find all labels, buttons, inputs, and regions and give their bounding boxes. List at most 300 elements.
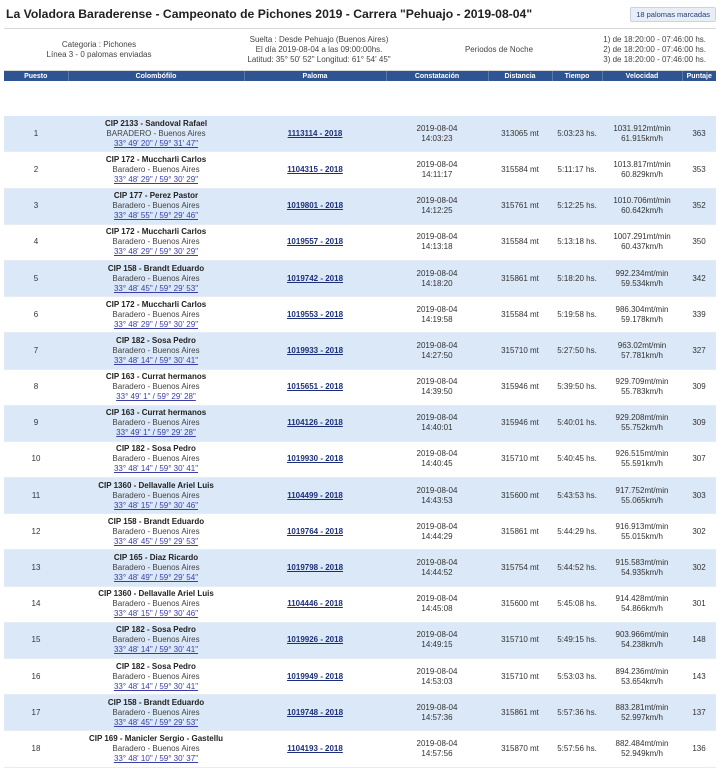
velocidad-cell <box>602 731 682 767</box>
tiempo-cell: 5:03:23 hs. <box>552 116 602 152</box>
speed-km-h: 52.997km/h <box>621 712 663 722</box>
puntaje-cell: 342 <box>682 260 716 296</box>
pigeon-ring-link[interactable]: 1019553 - 2018 <box>286 309 344 319</box>
paloma-cell <box>244 586 386 622</box>
fancier-name: CIP 172 - Muccharli Carlos <box>105 154 207 164</box>
category-info <box>4 29 194 70</box>
puesto-cell: 1 <box>4 116 68 152</box>
arrival-date: 2019-08-04 <box>416 377 458 387</box>
paloma-cell <box>244 369 386 405</box>
pigeon-ring-link[interactable]: 1019801 - 2018 <box>286 201 344 211</box>
tiempo-cell: 5:44:29 hs. <box>552 514 602 550</box>
paloma-cell <box>244 260 386 296</box>
arrival-time: 14:44:29 <box>421 531 453 541</box>
fancier-city: Baradero - Buenos Aires <box>112 563 200 573</box>
arrival-time: 14:45:08 <box>421 604 453 614</box>
fancier-city: Baradero - Buenos Aires <box>112 237 200 247</box>
fancier-name: CIP 182 - Sosa Pedro <box>116 661 196 671</box>
fancier-coordinates-link[interactable]: 33° 48' 15" / 59° 30' 46" <box>113 500 199 510</box>
fancier-city: Baradero - Buenos Aires <box>112 309 200 319</box>
puesto-cell: 2 <box>4 152 68 188</box>
speed-mt-min: 929.709mt/min <box>615 377 669 387</box>
pigeon-ring-link[interactable]: 1019764 - 2018 <box>286 526 344 536</box>
speed-km-h: 55.783km/h <box>621 387 663 397</box>
arrival-date: 2019-08-04 <box>416 702 458 712</box>
distancia-cell: 315946 mt <box>488 405 552 441</box>
fancier-name: CIP 158 - Brandt Eduardo <box>107 263 205 273</box>
arrival-time: 14:27:50 <box>421 350 453 360</box>
puesto-cell: 3 <box>4 188 68 224</box>
fancier-city: Baradero - Buenos Aires <box>112 671 200 681</box>
tiempo-cell: 5:49:15 hs. <box>552 622 602 658</box>
speed-km-h: 53.654km/h <box>621 676 663 686</box>
constatacion-cell <box>386 369 488 405</box>
puntaje-cell: 339 <box>682 297 716 333</box>
fancier-coordinates-link[interactable]: 33° 48' 10" / 59° 30' 37" <box>113 753 199 763</box>
fancier-coordinates-link[interactable]: 33° 49' 20" / 59° 31' 47" <box>113 138 199 148</box>
puesto-cell: 16 <box>4 659 68 695</box>
arrival-date: 2019-08-04 <box>416 630 458 640</box>
arrival-time: 14:40:45 <box>421 459 453 469</box>
fancier-coordinates-link[interactable]: 33° 48' 29" / 59° 30' 29" <box>113 247 199 257</box>
speed-km-h: 59.534km/h <box>621 278 663 288</box>
constatacion-cell <box>386 586 488 622</box>
night-periods-label-box <box>444 29 554 70</box>
colombofilo-cell <box>68 260 244 296</box>
tiempo-cell: 5:39:50 hs. <box>552 369 602 405</box>
puesto-cell: 12 <box>4 514 68 550</box>
velocidad-cell <box>602 152 682 188</box>
fancier-name: CIP 163 - Currat hermanos <box>105 372 207 382</box>
paloma-cell <box>244 224 386 260</box>
arrival-time: 14:49:15 <box>421 640 453 650</box>
pigeon-ring-link[interactable]: 1104315 - 2018 <box>287 164 343 174</box>
table-row <box>4 333 716 369</box>
table-row <box>4 695 716 731</box>
colombofilo-cell <box>68 441 244 477</box>
paloma-cell <box>244 405 386 441</box>
velocidad-cell <box>602 369 682 405</box>
puntaje-cell: 327 <box>682 333 716 369</box>
tiempo-cell: 5:27:50 hs. <box>552 333 602 369</box>
fancier-coordinates-link[interactable]: 33° 48' 15" / 59° 30' 46" <box>113 609 199 619</box>
table-row <box>4 586 716 622</box>
distancia-cell: 315584 mt <box>488 297 552 333</box>
puntaje-cell: 303 <box>682 478 716 514</box>
speed-km-h: 54.866km/h <box>621 604 663 614</box>
paloma-cell <box>244 441 386 477</box>
speed-mt-min: 992.234mt/min <box>615 268 669 278</box>
pigeon-ring-link[interactable]: 1019748 - 2018 <box>286 707 344 717</box>
arrival-time: 14:19:58 <box>421 314 453 324</box>
puesto-cell: 10 <box>4 441 68 477</box>
velocidad-cell <box>602 116 682 152</box>
arrival-date: 2019-08-04 <box>416 159 458 169</box>
tiempo-cell: 5:12:25 hs. <box>552 188 602 224</box>
marked-count-badge[interactable]: 18 palomas marcadas <box>630 7 716 22</box>
colombofilo-cell <box>68 695 244 731</box>
header-paloma[interactable]: Paloma <box>244 71 386 81</box>
fancier-city: Baradero - Buenos Aires <box>112 164 200 174</box>
table-row <box>4 297 716 333</box>
constatacion-cell <box>386 297 488 333</box>
tiempo-cell: 5:43:53 hs. <box>552 478 602 514</box>
velocidad-cell <box>602 260 682 296</box>
puesto-cell: 5 <box>4 260 68 296</box>
fancier-coordinates-link[interactable]: 33° 48' 29" / 59° 30' 29" <box>113 174 199 184</box>
table-row <box>4 731 716 767</box>
header-velocidad[interactable]: Velocidad <box>602 71 682 81</box>
pigeon-ring-link[interactable]: 1104193 - 2018 <box>287 743 343 753</box>
results-table <box>4 71 716 768</box>
speed-mt-min: 903.966mt/min <box>615 630 669 640</box>
fancier-coordinates-link[interactable]: 33° 48' 45" / 59° 29' 53" <box>113 536 199 546</box>
constatacion-cell <box>386 224 488 260</box>
constatacion-cell <box>386 622 488 658</box>
distancia-cell: 315584 mt <box>488 152 552 188</box>
colombofilo-cell <box>68 622 244 658</box>
fancier-coordinates-link[interactable]: 33° 49' 1" / 59° 29' 28" <box>116 428 196 438</box>
fancier-name: CIP 158 - Brandt Eduardo <box>107 516 205 526</box>
table-row <box>4 188 716 224</box>
speed-km-h: 54.238km/h <box>621 640 663 650</box>
puesto-cell: 15 <box>4 622 68 658</box>
velocidad-cell <box>602 695 682 731</box>
arrival-date: 2019-08-04 <box>416 449 458 459</box>
fancier-city: Baradero - Buenos Aires <box>112 599 200 609</box>
arrival-time: 14:03:23 <box>421 133 453 143</box>
fancier-coordinates-link[interactable]: 33° 48' 45" / 59° 29' 53" <box>113 283 199 293</box>
constatacion-cell <box>386 260 488 296</box>
fancier-city: Baradero - Buenos Aires <box>112 743 200 753</box>
velocidad-cell <box>602 224 682 260</box>
pigeon-ring-link[interactable]: 1019930 - 2018 <box>286 454 344 464</box>
puntaje-cell: 302 <box>682 550 716 586</box>
colombofilo-cell <box>68 659 244 695</box>
colombofilo-cell <box>68 369 244 405</box>
pigeon-ring-link[interactable]: 1019926 - 2018 <box>286 635 344 645</box>
puntaje-cell: 143 <box>682 659 716 695</box>
fancier-name: CIP 182 - Sosa Pedro <box>116 335 196 345</box>
paloma-cell <box>244 695 386 731</box>
fancier-name: CIP 158 - Brandt Eduardo <box>107 697 205 707</box>
arrival-date: 2019-08-04 <box>416 738 458 748</box>
arrival-time: 14:57:56 <box>421 748 453 758</box>
fancier-city: Baradero - Buenos Aires <box>112 635 200 645</box>
fancier-city: Baradero - Buenos Aires <box>112 273 200 283</box>
distancia-cell: 315710 mt <box>488 441 552 477</box>
speed-mt-min: 916.913mt/min <box>615 521 669 531</box>
tiempo-cell: 5:44:52 hs. <box>552 550 602 586</box>
speed-km-h: 55.752km/h <box>621 423 663 433</box>
table-row <box>4 224 716 260</box>
arrival-date: 2019-08-04 <box>416 558 458 568</box>
table-row <box>4 116 716 152</box>
puesto-cell: 14 <box>4 586 68 622</box>
fancier-name: CIP 177 - Perez Pastor <box>113 191 199 201</box>
release-datetime: El día 2019-08-04 a las 09:00:00hs. <box>255 44 383 54</box>
speed-mt-min: 914.428mt/min <box>615 594 669 604</box>
speed-mt-min: 1010.706mt/min <box>613 196 671 206</box>
arrival-time: 14:44:52 <box>421 568 453 578</box>
puntaje-cell: 309 <box>682 405 716 441</box>
constatacion-cell <box>386 188 488 224</box>
table-row <box>4 441 716 477</box>
arrival-date: 2019-08-04 <box>416 340 458 350</box>
pigeon-ring-link[interactable]: 1113114 - 2018 <box>287 128 343 138</box>
paloma-cell <box>244 116 386 152</box>
colombofilo-cell <box>68 478 244 514</box>
constatacion-cell <box>386 695 488 731</box>
paloma-cell <box>244 659 386 695</box>
constatacion-cell <box>386 659 488 695</box>
line-label: Línea 3 - 0 palomas enviadas <box>46 49 152 59</box>
fancier-city: Baradero - Buenos Aires <box>112 454 200 464</box>
pigeon-ring-link[interactable]: 1104446 - 2018 <box>287 599 343 609</box>
constatacion-cell <box>386 333 488 369</box>
tiempo-cell: 5:57:36 hs. <box>552 695 602 731</box>
speed-mt-min: 986.304mt/min <box>615 304 669 314</box>
speed-km-h: 60.829km/h <box>621 169 663 179</box>
tiempo-cell: 5:57:56 hs. <box>552 731 602 767</box>
fancier-coordinates-link[interactable]: 33° 48' 45" / 59° 29' 53" <box>113 717 199 727</box>
header-constatacion[interactable]: Constatación <box>386 71 488 81</box>
tiempo-cell: 5:13:18 hs. <box>552 224 602 260</box>
paloma-cell <box>244 333 386 369</box>
speed-mt-min: 926.515mt/min <box>615 449 669 459</box>
distancia-cell: 315946 mt <box>488 369 552 405</box>
fancier-city: Baradero - Buenos Aires <box>112 201 200 211</box>
distancia-cell: 315600 mt <box>488 586 552 622</box>
puntaje-cell: 137 <box>682 695 716 731</box>
velocidad-cell <box>602 333 682 369</box>
arrival-time: 14:53:03 <box>421 676 453 686</box>
velocidad-cell <box>602 478 682 514</box>
pigeon-ring-link[interactable]: 1015651 - 2018 <box>286 382 344 392</box>
puntaje-cell: 352 <box>682 188 716 224</box>
arrival-date: 2019-08-04 <box>416 196 458 206</box>
night-period: 1) de 18:20:00 - 07:46:00 hs. <box>603 34 706 44</box>
constatacion-cell <box>386 550 488 586</box>
header-tiempo[interactable]: Tiempo <box>552 71 602 81</box>
header-puesto[interactable]: Puesto <box>4 71 68 81</box>
puesto-cell: 8 <box>4 369 68 405</box>
arrival-time: 14:13:18 <box>421 242 453 252</box>
table-row <box>4 478 716 514</box>
race-info-panel <box>4 28 716 71</box>
constatacion-cell <box>386 731 488 767</box>
release-info <box>194 29 444 70</box>
distancia-cell: 315870 mt <box>488 731 552 767</box>
puntaje-cell: 353 <box>682 152 716 188</box>
constatacion-cell <box>386 405 488 441</box>
velocidad-cell <box>602 514 682 550</box>
paloma-cell <box>244 297 386 333</box>
pigeon-ring-link[interactable]: 1019798 - 2018 <box>286 563 344 573</box>
arrival-date: 2019-08-04 <box>416 123 458 133</box>
fancier-coordinates-link[interactable]: 33° 48' 14" / 59° 30' 41" <box>113 645 199 655</box>
puntaje-cell: 350 <box>682 224 716 260</box>
fancier-city: BARADERO - Buenos Aires <box>106 128 206 138</box>
colombofilo-cell <box>68 550 244 586</box>
fancier-coordinates-link[interactable]: 33° 48' 14" / 59° 30' 41" <box>113 355 199 365</box>
speed-mt-min: 1013.817mt/min <box>613 159 671 169</box>
distancia-cell: 315600 mt <box>488 478 552 514</box>
distancia-cell: 315754 mt <box>488 550 552 586</box>
table-row <box>4 260 716 296</box>
paloma-cell <box>244 731 386 767</box>
speed-km-h: 52.949km/h <box>621 748 663 758</box>
puesto-cell: 13 <box>4 550 68 586</box>
tiempo-cell: 5:11:17 hs. <box>552 152 602 188</box>
puntaje-cell: 363 <box>682 116 716 152</box>
puesto-cell: 6 <box>4 297 68 333</box>
tiempo-cell: 5:19:58 hs. <box>552 297 602 333</box>
table-row <box>4 369 716 405</box>
fancier-city: Baradero - Buenos Aires <box>112 490 200 500</box>
colombofilo-cell <box>68 731 244 767</box>
title-bar <box>0 0 720 28</box>
arrival-time: 14:18:20 <box>421 278 453 288</box>
fancier-name: CIP 172 - Muccharli Carlos <box>105 299 207 309</box>
speed-mt-min: 1007.291mt/min <box>613 232 671 242</box>
fancier-coordinates-link[interactable]: 33° 48' 55" / 59° 29' 46" <box>113 211 199 221</box>
tiempo-cell: 5:40:01 hs. <box>552 405 602 441</box>
table-row <box>4 659 716 695</box>
puesto-cell: 11 <box>4 478 68 514</box>
speed-km-h: 55.015km/h <box>621 531 663 541</box>
distancia-cell: 313065 mt <box>488 116 552 152</box>
velocidad-cell <box>602 441 682 477</box>
distancia-cell: 315861 mt <box>488 695 552 731</box>
colombofilo-cell <box>68 333 244 369</box>
arrival-time: 14:43:53 <box>421 495 453 505</box>
velocidad-cell <box>602 550 682 586</box>
arrival-date: 2019-08-04 <box>416 304 458 314</box>
fancier-coordinates-link[interactable]: 33° 48' 49" / 59° 29' 54" <box>113 573 199 583</box>
speed-mt-min: 883.281mt/min <box>615 702 669 712</box>
tiempo-cell: 5:18:20 hs. <box>552 260 602 296</box>
puntaje-cell: 309 <box>682 369 716 405</box>
speed-mt-min: 929.208mt/min <box>615 413 669 423</box>
velocidad-cell <box>602 659 682 695</box>
speed-mt-min: 1031.912mt/min <box>613 123 671 133</box>
colombofilo-cell <box>68 405 244 441</box>
constatacion-cell <box>386 152 488 188</box>
colombofilo-cell <box>68 152 244 188</box>
velocidad-cell <box>602 297 682 333</box>
fancier-coordinates-link[interactable]: 33° 48' 14" / 59° 30' 41" <box>113 681 199 691</box>
speed-km-h: 60.642km/h <box>621 206 663 216</box>
arrival-date: 2019-08-04 <box>416 594 458 604</box>
fancier-name: CIP 1360 - Dellavalle Ariel Luis <box>98 589 214 599</box>
distancia-cell: 315861 mt <box>488 260 552 296</box>
table-row <box>4 405 716 441</box>
fancier-coordinates-link[interactable]: 33° 48' 14" / 59° 30' 41" <box>113 464 199 474</box>
arrival-time: 14:39:50 <box>421 387 453 397</box>
constatacion-cell <box>386 116 488 152</box>
tiempo-cell: 5:45:08 hs. <box>552 586 602 622</box>
colombofilo-cell <box>68 514 244 550</box>
pigeon-ring-link[interactable]: 1019742 - 2018 <box>286 273 344 283</box>
arrival-time: 14:12:25 <box>421 206 453 216</box>
pigeon-ring-link[interactable]: 1019557 - 2018 <box>286 237 344 247</box>
velocidad-cell <box>602 405 682 441</box>
speed-mt-min: 915.583mt/min <box>615 558 669 568</box>
night-periods-list <box>554 29 716 70</box>
constatacion-cell <box>386 478 488 514</box>
fancier-city: Baradero - Buenos Aires <box>112 382 200 392</box>
arrival-time: 14:57:36 <box>421 712 453 722</box>
arrival-date: 2019-08-04 <box>416 521 458 531</box>
fancier-name: CIP 172 - Muccharli Carlos <box>105 227 207 237</box>
distancia-cell: 315584 mt <box>488 224 552 260</box>
release-coordinates: Latitud: 35° 50' 52" Longitud: 61° 54' 45" <box>247 54 391 64</box>
puesto-cell: 17 <box>4 695 68 731</box>
puntaje-cell: 301 <box>682 586 716 622</box>
fancier-name: CIP 163 - Currat hermanos <box>105 408 207 418</box>
fancier-name: CIP 182 - Sosa Pedro <box>116 625 196 635</box>
tiempo-cell: 5:40:45 hs. <box>552 441 602 477</box>
puesto-cell: 4 <box>4 224 68 260</box>
paloma-cell <box>244 478 386 514</box>
constatacion-cell <box>386 441 488 477</box>
night-periods-label: Periodos de Noche <box>464 45 534 54</box>
pigeon-ring-link[interactable]: 1104126 - 2018 <box>287 418 343 428</box>
puesto-cell: 7 <box>4 333 68 369</box>
puntaje-cell: 307 <box>682 441 716 477</box>
fancier-coordinates-link[interactable]: 33° 48' 29" / 59° 30' 29" <box>113 319 199 329</box>
header-colombofilo[interactable]: Colombófilo <box>68 71 244 81</box>
table-row <box>4 550 716 586</box>
fancier-coordinates-link[interactable]: 33° 49' 1" / 59° 29' 28" <box>116 392 196 402</box>
speed-km-h: 55.591km/h <box>621 459 663 469</box>
fancier-name: CIP 1360 - Dellavalle Ariel Luis <box>98 480 214 490</box>
fancier-city: Baradero - Buenos Aires <box>112 418 200 428</box>
fancier-name: CIP 182 - Sosa Pedro <box>116 444 196 454</box>
arrival-date: 2019-08-04 <box>416 413 458 423</box>
fancier-city: Baradero - Buenos Aires <box>112 707 200 717</box>
pigeon-ring-link[interactable]: 1019933 - 2018 <box>286 345 344 355</box>
fancier-name: CIP 2133 - Sandoval Rafael <box>104 118 208 128</box>
spacer-row <box>4 81 716 116</box>
colombofilo-cell <box>68 297 244 333</box>
table-row <box>4 514 716 550</box>
night-period: 3) de 18:20:00 - 07:46:00 hs. <box>603 54 706 64</box>
speed-km-h: 55.065km/h <box>621 495 663 505</box>
speed-mt-min: 917.752mt/min <box>615 485 669 495</box>
paloma-cell <box>244 622 386 658</box>
puntaje-cell: 136 <box>682 731 716 767</box>
header-distancia[interactable]: Distancia <box>488 71 552 81</box>
table-row <box>4 152 716 188</box>
speed-km-h: 59.178km/h <box>621 314 663 324</box>
speed-km-h: 61.915km/h <box>621 133 663 143</box>
header-puntaje[interactable]: Puntaje <box>682 71 716 81</box>
arrival-date: 2019-08-04 <box>416 666 458 676</box>
speed-mt-min: 894.236mt/min <box>615 666 669 676</box>
colombofilo-cell <box>68 116 244 152</box>
speed-mt-min: 963.02mt/min <box>617 340 667 350</box>
category-label: Categoria : Pichones <box>61 39 137 49</box>
puesto-cell: 18 <box>4 731 68 767</box>
paloma-cell <box>244 152 386 188</box>
pigeon-ring-link[interactable]: 1019949 - 2018 <box>286 671 344 681</box>
arrival-date: 2019-08-04 <box>416 485 458 495</box>
fancier-name: CIP 169 - Manicler Sergio - Gastellu <box>88 733 224 743</box>
pigeon-ring-link[interactable]: 1104499 - 2018 <box>287 490 343 500</box>
arrival-time: 14:40:01 <box>421 423 453 433</box>
